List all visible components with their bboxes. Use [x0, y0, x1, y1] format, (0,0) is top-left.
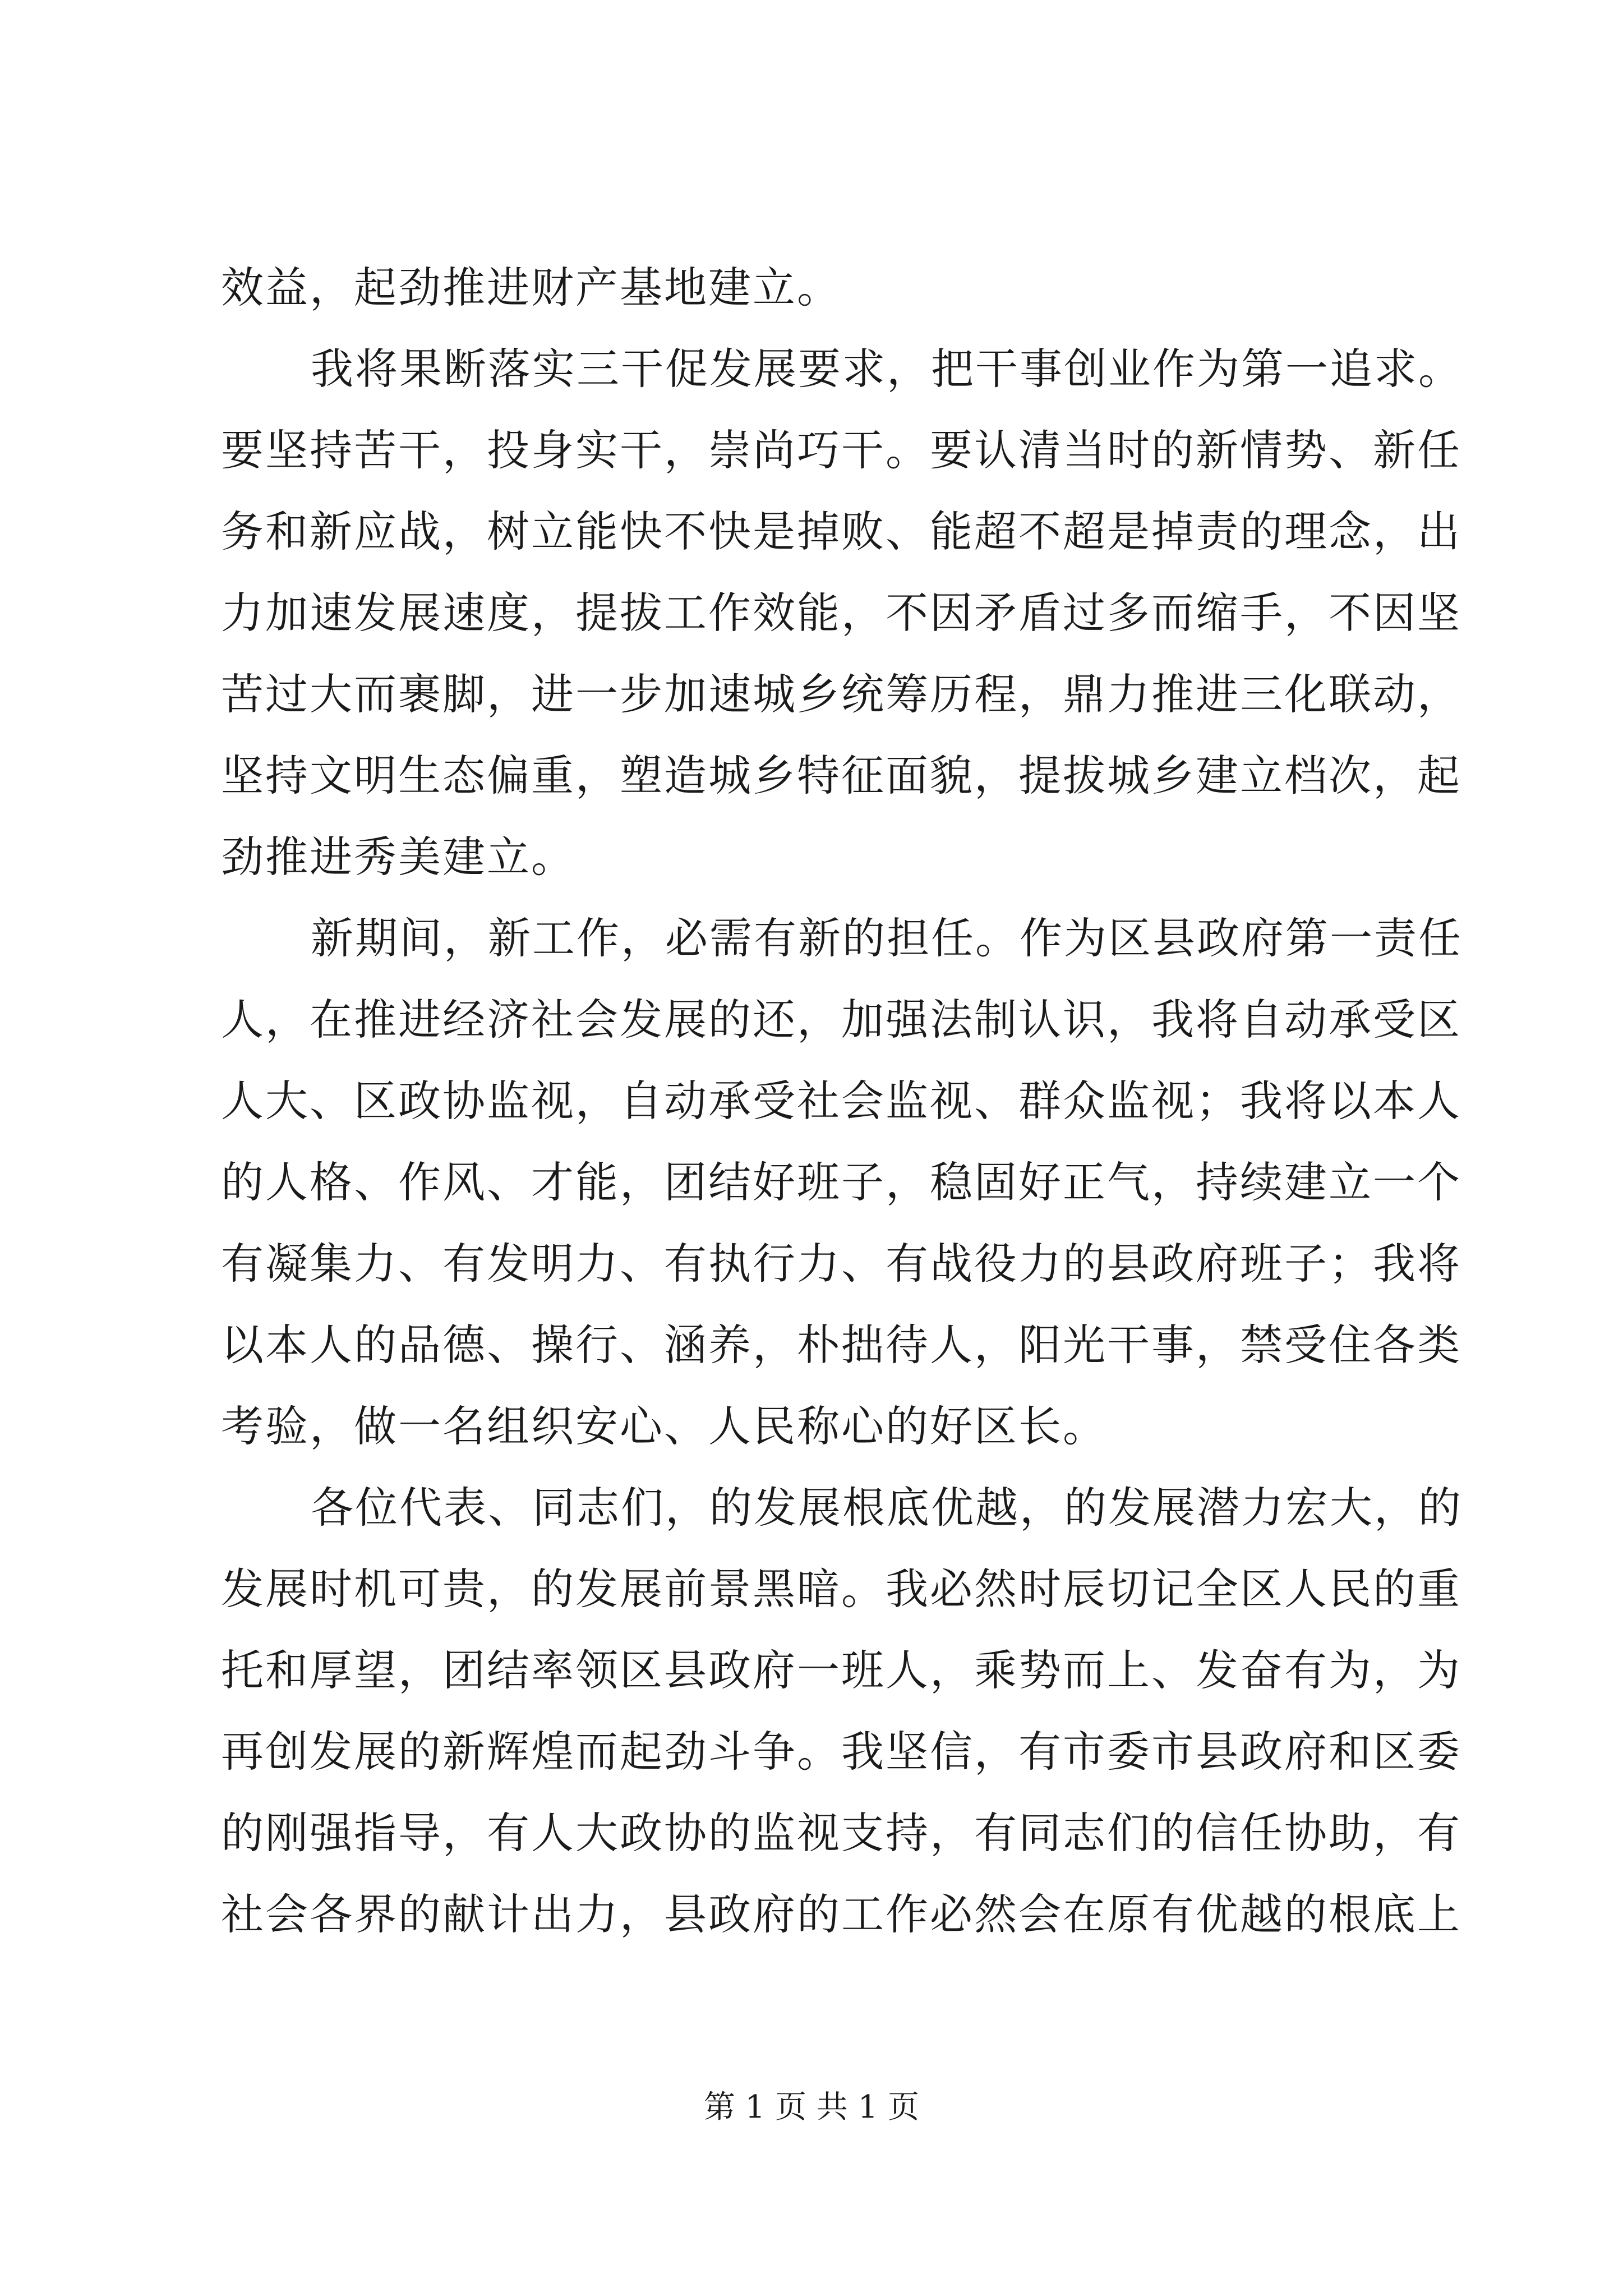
- text-line: 务和新应战，树立能快不快是掉败、能超不超是掉责的理念，出: [221, 507, 1461, 556]
- text-line: 发展时机可贵，的发展前景黑暗。我必然时辰切记全区人民的重: [221, 1564, 1461, 1614]
- text-line: 社会各界的献计出力，县政府的工作必然会在原有优越的根底上: [221, 1889, 1461, 1939]
- text-line: 我将果断落实三干促发展要求，把干事创业作为第一追求。: [311, 344, 1463, 394]
- text-line: 的人格、作风、才能，团结好班子，稳固好正气，持续建立一个: [221, 1157, 1461, 1207]
- text-line: 人大、区政协监视，自动承受社会监视、群众监视；我将以本人: [221, 1076, 1461, 1126]
- text-line: 的刚强指导，有人大政协的监视支持，有同志们的信任协助，有: [221, 1808, 1461, 1858]
- text-line: 要坚持苦干，投身实干，崇尚巧干。要认清当时的新情势、新任: [221, 425, 1461, 475]
- text-line: 人，在推进经济社会发展的还，加强法制认识，我将自动承受区: [221, 995, 1461, 1045]
- text-line: 劲推进秀美建立。: [221, 832, 575, 882]
- page-number-footer: 第 1 页 共 1 页: [703, 2089, 920, 2125]
- text-line: 再创发展的新辉煌而起劲斗争。我坚信，有市委市县政府和区委: [221, 1727, 1461, 1777]
- body-text: [221, 247, 1463, 1955]
- text-line: 有凝集力、有发明力、有执行力、有战役力的县政府班子；我将: [221, 1239, 1461, 1289]
- text-line: 托和厚望，团结率领区县政府一班人，乘势而上、发奋有为，为: [221, 1645, 1461, 1695]
- text-line: 新期间，新工作，必需有新的担任。作为区县政府第一责任: [311, 913, 1463, 963]
- text-line: 力加速发展速度，提拔工作效能，不因矛盾过多而缩手，不因坚: [221, 588, 1461, 638]
- text-line: 考验，做一名组织安心、人民称心的好区长。: [221, 1401, 1107, 1451]
- text-line: 效益，起劲推进财产基地建立。: [221, 263, 841, 312]
- text-line: 以本人的品德、操行、涵养，朴拙待人，阳光干事，禁受住各类: [221, 1320, 1461, 1370]
- text-line: 各位代表、同志们，的发展根底优越，的发展潜力宏大，的: [311, 1483, 1463, 1533]
- text-line: 苦过大而裹脚，进一步加速城乡统筹历程，鼎力推进三化联动，: [221, 669, 1461, 719]
- text-line: 坚持文明生态偏重，塑造城乡特征面貌，提拔城乡建立档次，起: [221, 751, 1461, 800]
